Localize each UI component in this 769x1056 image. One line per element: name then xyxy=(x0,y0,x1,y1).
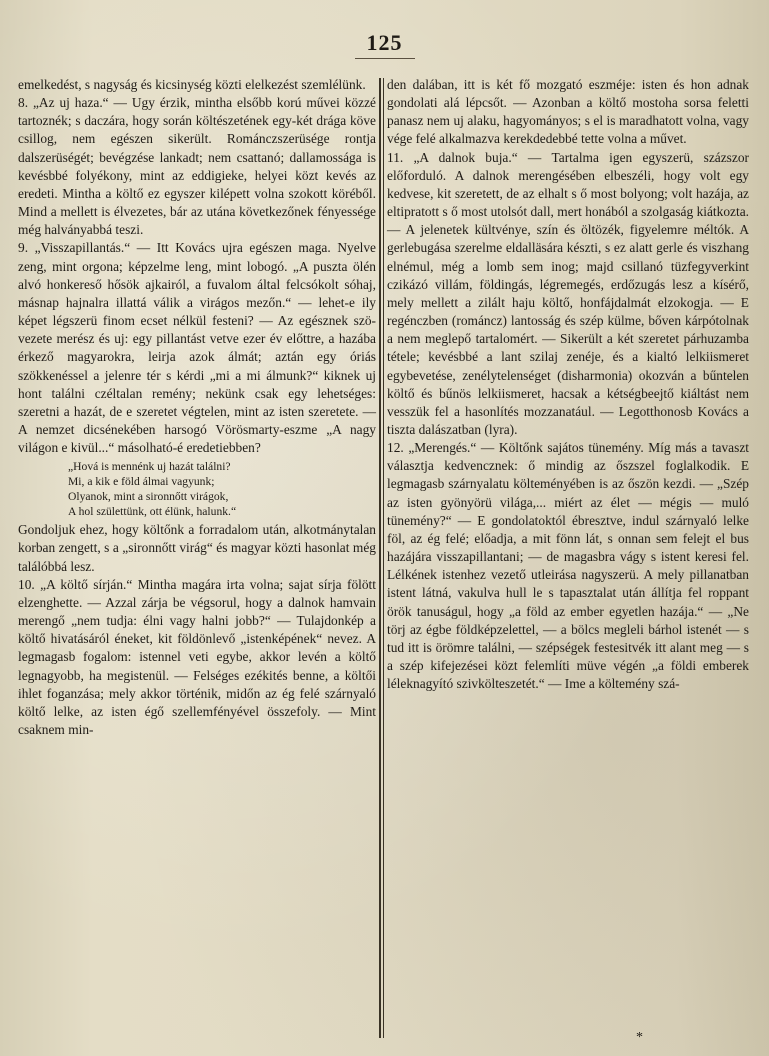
left-column xyxy=(18,76,376,739)
poem-line: Olyanok, mint a sironnőtt virágok, xyxy=(68,490,229,504)
left-paragraph-2: 8. „Az uj haza.“ — Ugy érzik, mintha elsőbb korú művei közzé tartoznék; s daczára, hogy során költészetének egy-két drága köve csillog, nem egészen sikerült. Románczszerüsége rontja dalszerüségét; bevégzése lankadt; nem csattanó; dallamossága is kevésbbé folyékony, mint az eddigieke, helyei közt kevés az eredeti. Mintha a költő ez egyszer kilépett volna szokott köréből. Mind a mellett is élvezetes, bár az utána következőnek fényessége még halványabbá teszi. xyxy=(18,95,376,238)
right-paragraph-2: 11. „A dalnok bujа.“ — Tartalma igen egyszerü, százszor előforduló. A dalnok merengésében elbeszéli, hogy volt egy kedvese, kit szeretett, de az elhalt s ő most bolyong; volt hazája, az eltipratott s ő most utolsót dall, mert honából a szolgaság kiátkozta. — A jelenetek kültvénye, szín és öltözék, figyelemre méltók. A gerlebugása szerelme eldalläsára készti, s ez alatt gerle és viszhang elnémul, még a lomb sem inog; majd csillanó tüzfegyverkint czikázó villám, földingás, légremegés, erdőzugás lesz a kísérő, mely mellett a zilált haju költő, honfájdalmát elzokogja. — E regénczben (románcz) lantosság és szép külme, bőven kárpótolnak a nem meglepő tartalomért. — Sikerült a két szeretet párhuzamba tétele; kevésbbé a lant szilaj zenéje, és a kialtó lelkiismeret egybevetése, zenélytelenséget (disharmonia) okozván a bűntelen költő és bűnös lelkiismeret, hacsak a kétségbeejtő kiáltást nem vesszük fel a hasonlítés mozzanatául. — Legotthonosb Kovács a tiszta dalászatban (lyra). xyxy=(387,149,749,437)
page-number: 125 xyxy=(366,30,403,55)
quoted-poem xyxy=(18,459,376,519)
right-paragraph-3: 12. „Merengés.“ — Költőnk sajátos tünemény. Míg más a tavaszt választja kedvencznek: ő mindig az őszszel foglalkodik. E legmagasb szárnyalatu költeményében is az őszön kezdi. — „Szép az isten gyönyörü világa,... miért az élet — mégis — muló tünemény?“ — E gondolatoktól ébresztve, indul szárnyaló lelke föl, az ég felé; előadja, a mit fönn lát, s onnan sem felejt el bus hazájára visszapillantani; — de magasbra vágy s istent keresi fel. Lélkének istenhez vezető utleirása nagyszerü. A mely pillanatban istent látná, vakulva hull le s tapasztalat után állítja fel roppant örök tanuságul, hogy „a föld az ember egyetlen hazája.“ — „Ne törj az égbe földképzelettel, — a bölcs megleli bárhol istenét — s tud itt is örömre találni, — szépségek festesitvék itt alant meg — s a szép kifejezései közt felemlíti müve végén „a földi emberek léleknаgyító szivkölteszetét.“ — Ime a költemény szá- xyxy=(387,440,749,692)
poem-line: A hol születtünk, ott élünk, halunk.“ xyxy=(68,505,237,519)
column-divider-thin xyxy=(383,78,384,1038)
left-paragraph-1: emelkedést, s nagyság és kicsinység közti elelkezést szemlélünk. xyxy=(18,77,366,92)
left-paragraph-5: 10. „A költő sírján.“ Mintha magára irta volna; sajat sírja fölött elzenghette. — Azzal zárja be végsorul, hogy a dalnok hamvain merengő „nem tudja: élni vagy halni jobb?“ — Tulajdonkép a költő hivatásáról éneket, kit földönlevő „istenképének“ nevez. A legmagasb fogalom: istennel veti egybe, akkor levén a költő legnagyobb, ha megistenül. — Felséges ezékités benne, a költői ihlet foganzása; mely akkor történik, midőn az ég felé szárnyaló költő lelke, az isten égő szellemfényével összefoly. — Mint csaknem min- xyxy=(18,576,376,737)
poem-line: Mi, a kik e föld álmai vagyunk; xyxy=(68,475,215,489)
page-number-rule xyxy=(355,58,415,59)
left-paragraph-4: Gondoljuk ehez, hogy költőnk a forradalom után, alkotmánytalan korban zengett, s a „sironnőtt virág“ és magyar közti hasonlat még találóbbá lesz. xyxy=(18,522,376,574)
right-paragraph-1: den dalában, itt is két fő mozgató eszméje: isten és hon adnak gondolati alá lépcsőt. — Azonban a költő mostoha sorsa feletti panasz nem uj alaku, hagyományos; s el is maradhatott volna, vagy vége felé alkalmazva kerekdedebbé tette volna a művet. xyxy=(387,77,749,147)
column-divider xyxy=(379,78,381,1038)
poem-line: „Hová is mennénk uj hazát találni? xyxy=(68,460,231,474)
right-column xyxy=(387,76,749,693)
left-paragraph-3: 9. „Visszapillantás.“ — Itt Kovács ujra egészen maga. Nyelve zeng, mint orgona; képzelme leng, mint lobogó. „A puszta ölén alvó honkereső hősök ajkairól, a fuvalom által felcsókolt sóhaj, másnap hajnalra illattá válik a virágos mezőn.“ — lehet-e ily képet légszerü finom ecset nélkül festeni? — Az egésznek szövezete merész és uj: egy pillantást vetve ezer év előttre, a hazába érkező magyarokra, leirja azok álmát; aztán egy óriás szökkenéssel a jelenre tér s kérdi „mi a mi álmunk?“ kiknek uj hont találni czéltalan remény; nekünk csak egy lehetséges: szeretni a hazát, de e szeretet végtelen, mint az isten szeretete. — A nemzet dicsénekében harsogó Vörösmarty-eszme „A nagy világon e kivül...“ másolható-é eredetiebben? xyxy=(18,240,376,456)
footer-mark: * xyxy=(636,1030,643,1045)
